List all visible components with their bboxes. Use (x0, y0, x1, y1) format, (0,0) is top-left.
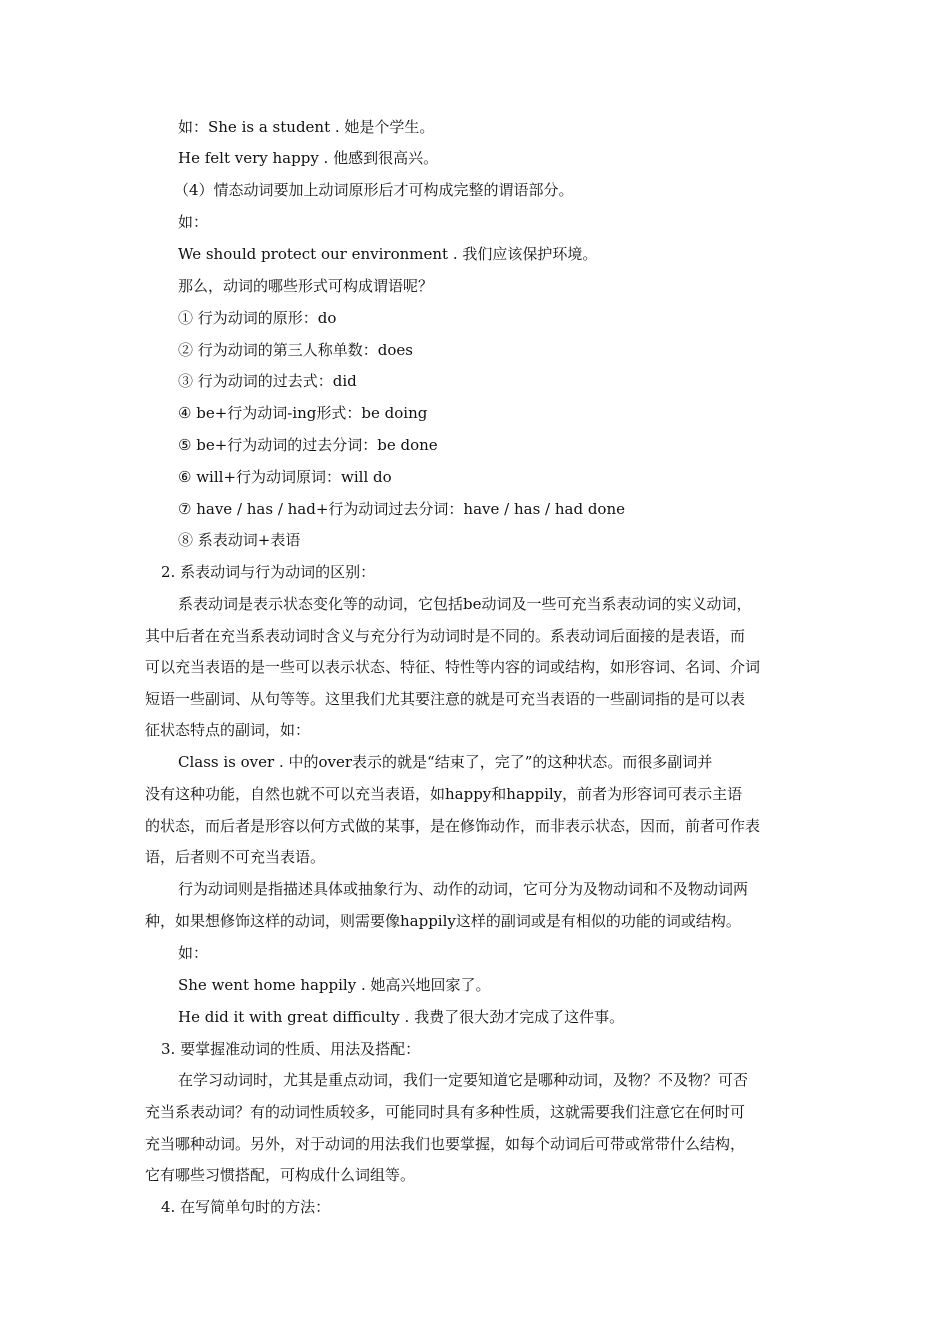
rule-line: （4）情态动词要加上动词原形后才可构成完整的谓语部分。 (174, 181, 574, 199)
paragraph-line: 充当系表动词？有的动词性质较多，可能同时具有多种性质，这就需要我们注意它在何时可 (145, 1103, 746, 1121)
paragraph-line: 其中后者在充当系表动词时含义与充分行为动词时是不同的。系表动词后面接的是表语，而 (145, 627, 746, 645)
example-line: We should protect our environment . 我们应该保护环境。 (178, 245, 598, 263)
list-item: ② 行为动词的第三人称单数：does (178, 341, 413, 359)
paragraph-line: 没有这种功能，自然也就不可以充当表语，如happy和happily，前者为形容词可表示主语 (145, 785, 743, 803)
paragraph-line: 语，后者则不可充当表语。 (145, 848, 326, 866)
question-line: 那么，动词的哪些形式可构成谓语呢？ (178, 277, 434, 295)
list-item: ③ 行为动词的过去式：did (178, 372, 357, 390)
list-item: ⑤ be+行为动词的过去分词：be done (178, 436, 438, 454)
list-item: ⑧ 系表动词+表语 (178, 531, 301, 549)
paragraph-line: 在学习动词时，尤其是重点动词，我们一定要知道它是哪种动词，及物？不及物？可否 (178, 1071, 749, 1089)
example-label: 如： (178, 213, 209, 231)
paragraph-line: 可以充当表语的是一些可以表示状态、特征、特性等内容的词或结构，如形容词、名词、介词 (145, 658, 761, 676)
example-label: 如： (178, 944, 209, 962)
example-line: He did it with great difficulty . 我费了很大劲才完成了这件事。 (178, 1008, 625, 1026)
paragraph-line: 短语一些副词、从句等等。这里我们尤其要注意的就是可充当表语的一些副词指的是可以表 (145, 690, 746, 708)
paragraph-line: 系表动词是表示状态变化等的动词，它包括be动词及一些可充当系表动词的实义动词， (178, 595, 752, 613)
example-line: He felt very happy . 他感到很高兴。 (178, 149, 439, 167)
paragraph-line: 种，如果想修饰这样的动词，则需要像happily这样的副词或是有相似的功能的词或结构。 (145, 912, 741, 930)
paragraph-line: 它有哪些习惯搭配，可构成什么词组等。 (145, 1166, 416, 1184)
section-heading: 2. 系表动词与行为动词的区别： (161, 563, 376, 581)
paragraph-line: 征状态特点的副词，如： (145, 721, 311, 739)
list-item: ⑦ have / has / had+行为动词过去分词：have / has / had done (178, 500, 626, 518)
section-heading: 4. 在写简单句时的方法： (161, 1198, 331, 1216)
list-item: ④ be+行为动词-ing形式：be doing (178, 404, 428, 422)
example-line: 如：She is a student . 她是个学生。 (178, 118, 435, 136)
paragraph-line: 的状态，而后者是形容以何方式做的某事，是在修饰动作，而非表示状态，因而，前者可作表 (145, 817, 761, 835)
paragraph-line: Class is over . 中的over表示的就是“结束了，完了”的这种状态。而很多副词并 (178, 753, 713, 771)
paragraph-line: 充当哪种动词。另外，对于动词的用法我们也要掌握，如每个动词后可带或常带什么结构， (145, 1135, 746, 1153)
paragraph-line: 行为动词则是指描述具体或抽象行为、动作的动词，它可分为及物动词和不及物动词两 (178, 880, 749, 898)
section-heading: 3. 要掌握准动词的性质、用法及搭配： (161, 1040, 421, 1058)
list-item: ① 行为动词的原形：do (178, 309, 337, 327)
list-item: ⑥ will+行为动词原词：will do (178, 468, 392, 486)
example-line: She went home happily . 她高兴地回家了。 (178, 976, 491, 994)
